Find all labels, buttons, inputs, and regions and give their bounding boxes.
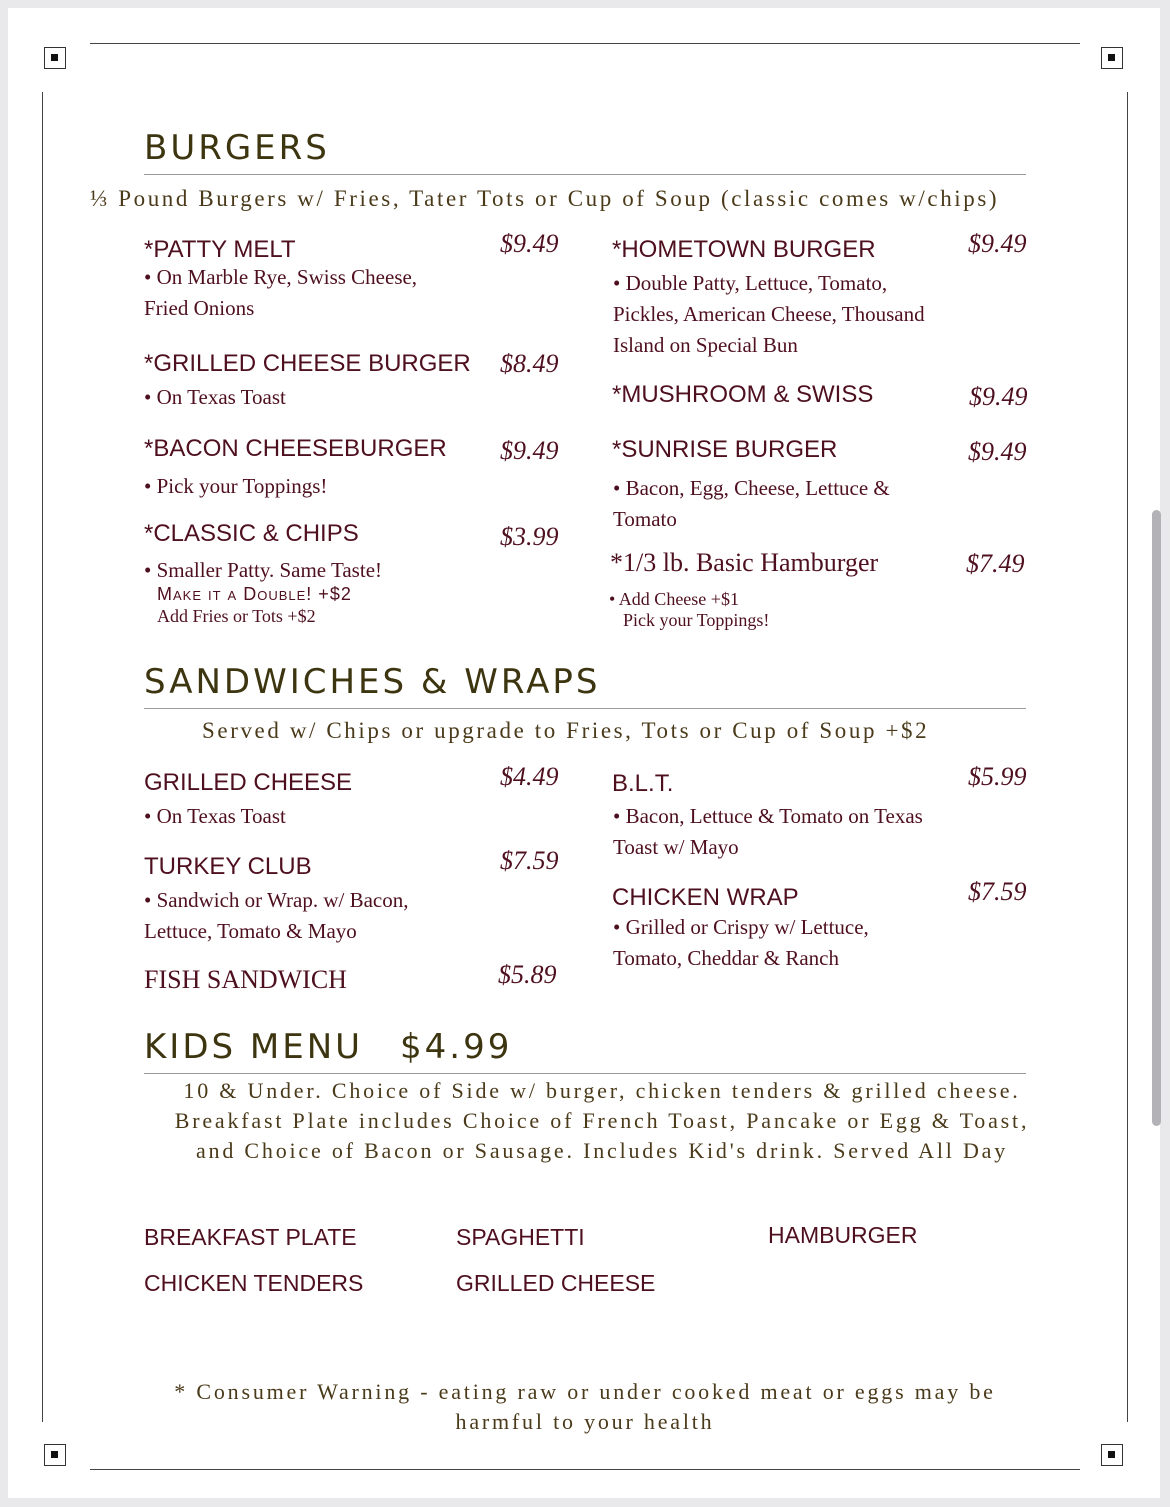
item-name: *PATTY MELT <box>144 236 296 263</box>
kids-title: KIDS MENU <box>144 1027 364 1067</box>
resize-handle-top-left[interactable] <box>44 47 66 69</box>
item-description: • Smaller Patty. Same Taste! <box>144 558 383 582</box>
item-name: *CLASSIC & CHIPS <box>144 520 359 547</box>
resize-handle-bottom-left[interactable] <box>44 1444 66 1466</box>
item-name: GRILLED CHEESE <box>144 769 353 796</box>
item-addon: Add Fries or Tots +$2 <box>157 606 316 626</box>
item-description: • Bacon, Lettuce & Tomato on Texas Toast w/ Mayo <box>613 804 923 859</box>
item-name: FISH SANDWICH <box>144 965 347 994</box>
kids-item: BREAKFAST PLATE <box>144 1224 357 1250</box>
item-price: $5.89 <box>498 960 557 989</box>
resize-handle-top-right[interactable] <box>1101 47 1123 69</box>
kids-rule <box>144 1073 1026 1074</box>
item-price: $9.49 <box>968 229 1027 258</box>
item-price: $9.49 <box>969 382 1028 411</box>
item-price: $5.99 <box>968 762 1027 791</box>
item-price: $7.59 <box>500 846 559 875</box>
item-name: TURKEY CLUB <box>144 853 312 880</box>
frame-left-edge <box>42 92 43 1422</box>
burgers-subtitle: ⅓ Pound Burgers w/ Fries, Tater Tots or Cup of Soup (classic comes w/chips) <box>90 186 1000 211</box>
kids-price: $4.99 <box>400 1027 513 1067</box>
kids-item: HAMBURGER <box>768 1222 918 1248</box>
item-name: *GRILLED CHEESE BURGER <box>144 350 471 377</box>
frame-right-edge <box>1127 92 1128 1422</box>
burgers-title: BURGERS <box>144 128 330 168</box>
frame-top-edge <box>90 43 1080 44</box>
item-description: • Grilled or Crispy w/ Lettuce, Tomato, Cheddar & Ranch <box>613 915 869 970</box>
item-addon: Pick your Toppings! <box>623 610 770 630</box>
item-price: $9.49 <box>968 437 1027 466</box>
item-price: $7.59 <box>968 877 1027 906</box>
kids-item: GRILLED CHEESE <box>456 1270 656 1296</box>
sandwiches-title: SANDWICHES & WRAPS <box>144 662 601 702</box>
item-description: • Sandwich or Wrap. w/ Bacon, Lettuce, Tomato & Mayo <box>144 888 409 943</box>
burgers-rule <box>144 174 1026 175</box>
item-description: • On Texas Toast <box>144 804 286 828</box>
consumer-warning: * Consumer Warning - eating raw or under cooked meat or eggs may be harmful to your health <box>174 1379 996 1434</box>
item-name: *HOMETOWN BURGER <box>612 236 876 263</box>
sandwiches-subtitle: Served w/ Chips or upgrade to Fries, Tots or Cup of Soup +$2 <box>202 718 930 743</box>
item-name: CHICKEN WRAP <box>612 884 799 911</box>
kids-description: 10 & Under. Choice of Side w/ burger, chicken tenders & grilled cheese. Breakfast Plate includes Choice of French Toast, Pancake or Egg & Toast, and Choice of Bacon or Sausage. Includes Kid's drink. Served All Day <box>174 1078 1030 1163</box>
item-addon: Make it a Double! +$2 <box>157 584 352 604</box>
resize-handle-bottom-right[interactable] <box>1101 1444 1123 1466</box>
kids-item: CHICKEN TENDERS <box>144 1270 364 1296</box>
item-price: $9.49 <box>500 436 559 465</box>
item-description: • Bacon, Egg, Cheese, Lettuce & Tomato <box>613 476 890 531</box>
item-description: • Pick your Toppings! <box>144 474 328 498</box>
item-description: • On Texas Toast <box>144 385 286 409</box>
item-description: • Double Patty, Lettuce, Tomato, Pickles, American Cheese, Thousand Island on Special Bun <box>613 271 925 357</box>
sandwiches-rule <box>144 708 1026 709</box>
item-name: *SUNRISE BURGER <box>612 436 838 463</box>
item-price: $9.49 <box>500 229 559 258</box>
item-description: • On Marble Rye, Swiss Cheese, Fried Onions <box>144 265 418 320</box>
item-price: $4.49 <box>500 762 559 791</box>
item-name: *BACON CHEESEBURGER <box>144 435 447 462</box>
item-price: $7.49 <box>966 549 1025 578</box>
kids-item: SPAGHETTI <box>456 1224 585 1250</box>
frame-bottom-edge <box>90 1469 1080 1470</box>
item-name: B.L.T. <box>612 770 674 797</box>
item-description: • Add Cheese +$1 <box>609 589 739 609</box>
item-price: $8.49 <box>500 349 559 378</box>
item-name: *MUSHROOM & SWISS <box>612 381 874 408</box>
scrollbar-thumb[interactable] <box>1152 510 1161 1126</box>
item-price: $3.99 <box>500 522 559 551</box>
item-name: *1/3 lb. Basic Hamburger <box>610 548 879 577</box>
